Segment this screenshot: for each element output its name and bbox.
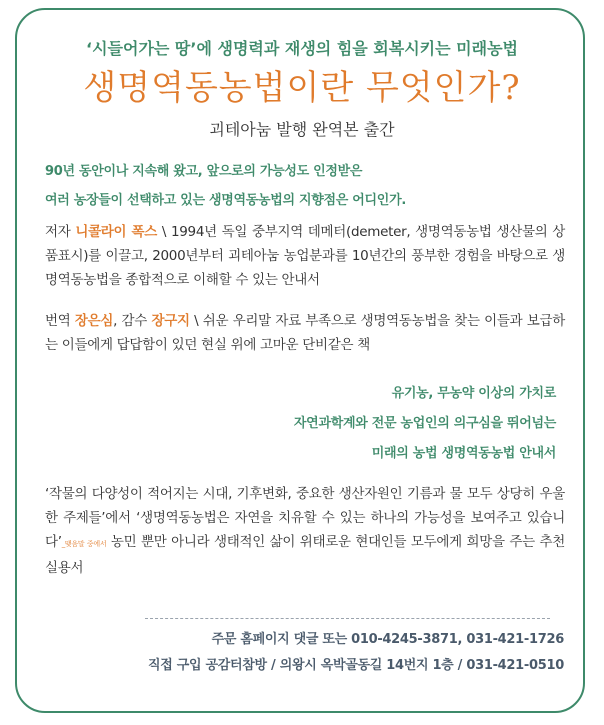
quote-paragraph bbox=[45, 482, 565, 580]
translator-middle: , 감수 bbox=[113, 313, 152, 329]
publisher-line: 괴테아눔 발행 완역본 출간 bbox=[209, 120, 395, 139]
author-text: \ 1994년 독일 중부지역 데메터(demeter, 생명역동농법 생산물의 상품표시)를 이끌고, 2000년부터 괴테아눔 농업분과를 10년간의 풍부한 경험을 바탕으로 생명역동농법을 종합적으로 이해할 수 있는 안내서 bbox=[45, 224, 566, 288]
author-paragraph bbox=[45, 220, 565, 292]
tagline-line-1: 유기농, 무농약 이상의 가치로 bbox=[391, 386, 556, 401]
translator-prefix: 번역 bbox=[45, 313, 75, 329]
quote-text: ‘작물의 다양성이 적어지는 시대, 기후변화, 중요한 생산자원인 기름과 물 모두 상당히 우울한 주제들’에서 ‘생명역동농법은 자연을 치유할 수 있는 하나의 가능성을 보여주고 있습니다’ bbox=[45, 486, 565, 550]
author-name: 니콜라이 폭스 bbox=[75, 224, 158, 240]
lead-line-2: 여러 농장들이 선택하고 있는 생명역동농법의 지향점은 어디인가. bbox=[45, 193, 406, 208]
translator-text: \ 쉬운 우리말 자료 부족으로 생명역동농법을 찾는 이들과 보급하는 이들에게 답답함이 있던 현실 위에 고마운 단비같은 책 bbox=[45, 313, 565, 353]
quote-text-2: 농민 뿐만 아니라 생태적인 삶이 위태로운 현대인들 모두에게 희망을 주는 추천 실용서 bbox=[45, 534, 565, 576]
tagline-line-2: 자연과학계와 전문 농업인의 의구심을 뛰어넘는 bbox=[293, 416, 556, 431]
direct-purchase: 직접 구입 공감터참방 / 의왕시 옥박골동길 14번지 1층 / 031-421-0510 bbox=[148, 658, 564, 673]
tagline-line-3: 미래의 농법 생명역동농법 안내서 bbox=[371, 446, 556, 461]
author-prefix: 저자 bbox=[45, 224, 76, 240]
divider bbox=[145, 618, 550, 619]
page-title: 생명역동농법이란 무엇인가? bbox=[83, 68, 521, 108]
order-contact: 주문 홈페이지 댓글 또는 010-4245-3871, 031-421-1726 bbox=[211, 632, 564, 647]
lead-line-1: 90년 동안이나 지속해 왔고, 앞으로의 가능성도 인정받은 bbox=[45, 164, 363, 179]
quote-source: _맺음말 중에서 bbox=[61, 540, 107, 548]
translator-paragraph bbox=[45, 309, 565, 357]
announcement-card bbox=[15, 8, 585, 713]
supervisor-name: 장구지 bbox=[151, 313, 190, 329]
translator-name: 장은심 bbox=[74, 313, 114, 329]
subtitle: ‘시들어가는 땅’에 생명력과 재생의 힘을 회복시키는 미래농법 bbox=[86, 39, 518, 58]
